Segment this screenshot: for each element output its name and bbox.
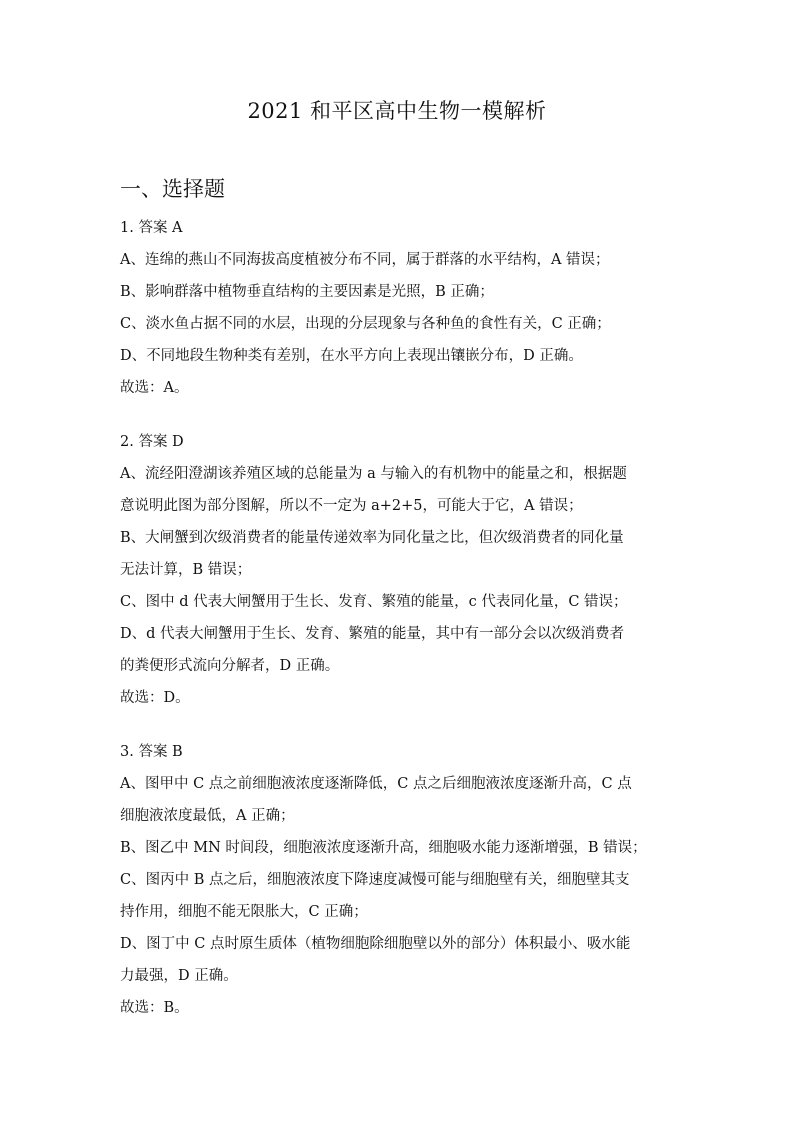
q3-line-4: C、图丙中 B 点之后，细胞液浓度下降速度减慢可能与细胞壁有关，细胞壁其支 [120, 872, 630, 888]
q2-line-1: A、流经阳澄湖该养殖区域的总能量为 a 与输入的有机物中的能量之和，根据题 [120, 466, 627, 482]
q2-line-7: 的粪便形式流向分解者，D 正确。 [120, 658, 340, 674]
q3-answer: 3. 答案 B [120, 744, 183, 760]
q2-line-5: C、图中 d 代表大闸蟹用于生长、发育、繁殖的能量，c 代表同化量，C 错误； [120, 594, 628, 610]
q2-line-3: B、大闸蟹到次级消费者的能量传递效率为同化量之比，但次级消费者的同化量 [120, 530, 624, 546]
q2-line-4: 无法计算，B 错误； [120, 562, 252, 578]
q3-line-2: 细胞液浓度最低，A 正确； [120, 808, 295, 824]
q1-line-b: B、影响群落中植物垂直结构的主要因素是光照，B 正确； [120, 284, 494, 300]
q3-line-1: A、图甲中 C 点之前细胞液浓度逐渐降低，C 点之后细胞液浓度逐渐升高，C 点 [120, 776, 632, 792]
document-title: 2021 和平区高中生物一模解析 [247, 99, 547, 123]
q3-line-7: 力最强，D 正确。 [120, 968, 238, 984]
q1-line-c: C、淡水鱼占据不同的水层，出现的分层现象与各种鱼的食性有关，C 正确； [120, 316, 611, 332]
section-heading: 一、选择题 [120, 177, 225, 201]
q1-line-a: A、连绵的燕山不同海拔高度植被分布不同，属于群落的水平结构，A 错误； [120, 252, 610, 268]
q1-answer: 1. 答案 A [120, 220, 183, 236]
q3-line-3: B、图乙中 MN 时间段，细胞液浓度逐渐升高，细胞吸水能力逐渐增强，B 错误； [120, 840, 647, 856]
q2-line-6: D、d 代表大闸蟹用于生长、发育、繁殖的能量，其中有一部分会以次级消费者 [120, 626, 625, 642]
q3-line-6: D、图丁中 C 点时原生质体（植物细胞除细胞壁以外的部分）体积最小、吸水能 [120, 936, 631, 952]
q3-line-5: 持作用，细胞不能无限胀大，C 正确； [120, 904, 368, 920]
q2-answer: 2. 答案 D [120, 434, 184, 450]
q1-conclusion: 故选：A。 [120, 380, 189, 396]
q2-conclusion: 故选：D。 [120, 690, 190, 706]
q3-conclusion: 故选：B。 [120, 1000, 189, 1016]
q1-line-d: D、不同地段生物种类有差别，在水平方向上表现出镶嵌分布，D 正确。 [120, 348, 583, 364]
q2-line-2: 意说明此图为部分图解，所以不一定为 a+2+5，可能大于它，A 错误； [120, 498, 583, 514]
